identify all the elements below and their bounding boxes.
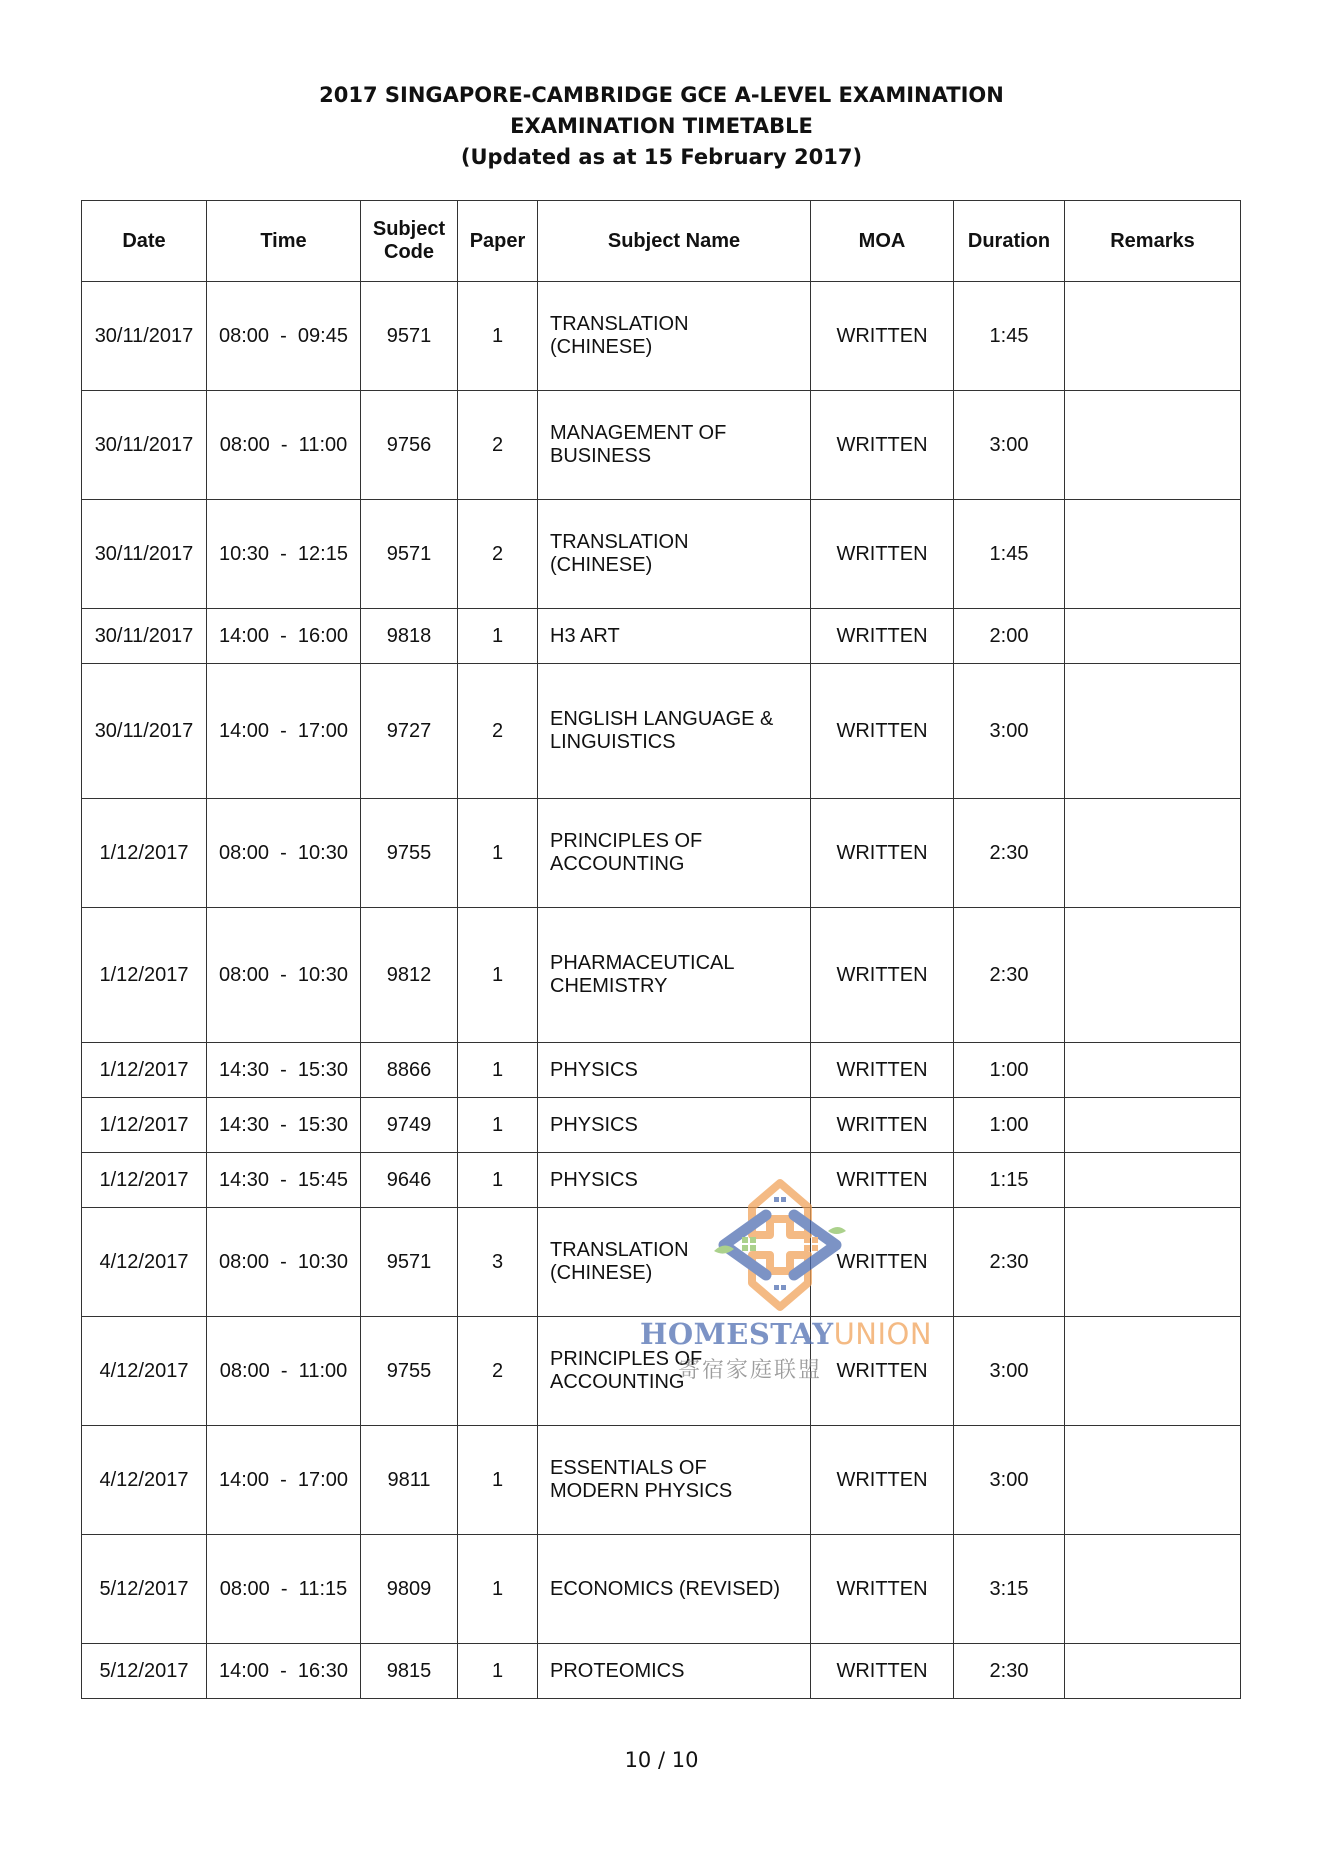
table-row bbox=[82, 664, 1241, 799]
cell-time: 08:00 - 10:30 bbox=[207, 1208, 361, 1317]
cell-subject-code: 9818 bbox=[361, 609, 458, 664]
subject-name-text: PROTEOMICS bbox=[550, 1659, 685, 1682]
cell-duration: 1:00 bbox=[954, 1098, 1065, 1153]
page-number: 10 / 10 bbox=[624, 1748, 699, 1772]
cell-time: 14:00 - 16:00 bbox=[207, 609, 361, 664]
cell-moa: WRITTEN bbox=[811, 1208, 954, 1317]
subject-name-text: TRANSLATION (CHINESE) bbox=[550, 313, 689, 358]
watermark-brand-part2: UNION bbox=[833, 1317, 933, 1351]
cell-duration: 3:00 bbox=[954, 1426, 1065, 1535]
cell-date: 1/12/2017 bbox=[82, 908, 207, 1043]
cell-moa: WRITTEN bbox=[811, 500, 954, 609]
cell-moa: WRITTEN bbox=[811, 1043, 954, 1098]
subject-name-text: PRINCIPLES OF ACCOUNTING bbox=[550, 830, 703, 875]
header-remarks: Remarks bbox=[1065, 201, 1241, 282]
cell-subject-code: 9812 bbox=[361, 908, 458, 1043]
cell-subject-name bbox=[538, 908, 811, 1043]
cell-subject-name bbox=[538, 1153, 811, 1208]
subject-name-text: ECONOMICS (REVISED) bbox=[550, 1577, 781, 1600]
cell-subject-name bbox=[538, 609, 811, 664]
table-header-row bbox=[82, 201, 1241, 282]
cell-paper: 1 bbox=[458, 1644, 538, 1699]
table-row bbox=[82, 799, 1241, 908]
cell-remarks bbox=[1065, 1098, 1241, 1153]
cell-remarks bbox=[1065, 609, 1241, 664]
cell-time: 08:00 - 09:45 bbox=[207, 282, 361, 391]
table-row bbox=[82, 908, 1241, 1043]
cell-subject-code: 8866 bbox=[361, 1043, 458, 1098]
cell-paper: 1 bbox=[458, 799, 538, 908]
table-row bbox=[82, 1153, 1241, 1208]
cell-paper: 1 bbox=[458, 1043, 538, 1098]
table-row bbox=[82, 500, 1241, 609]
header-subject-code bbox=[361, 201, 458, 282]
cell-duration: 2:30 bbox=[954, 1644, 1065, 1699]
cell-time: 14:30 - 15:30 bbox=[207, 1043, 361, 1098]
cell-paper: 2 bbox=[458, 500, 538, 609]
cell-remarks bbox=[1065, 664, 1241, 799]
cell-remarks bbox=[1065, 1317, 1241, 1426]
subject-name-text: PHARMACEUTICAL CHEMISTRY bbox=[550, 952, 734, 997]
cell-subject-name bbox=[538, 664, 811, 799]
subject-name-text: MANAGEMENT OF BUSINESS bbox=[550, 422, 727, 467]
subject-name-text: ESSENTIALS OF MODERN PHYSICS bbox=[550, 1457, 733, 1502]
table-row bbox=[82, 282, 1241, 391]
cell-subject-name bbox=[538, 391, 811, 500]
cell-date: 4/12/2017 bbox=[82, 1208, 207, 1317]
cell-date: 4/12/2017 bbox=[82, 1426, 207, 1535]
table-row bbox=[82, 1317, 1241, 1426]
watermark-subtitle: 寄宿家庭联盟 bbox=[678, 1358, 823, 1383]
cell-subject-code: 9809 bbox=[361, 1535, 458, 1644]
cell-subject-code: 9571 bbox=[361, 1208, 458, 1317]
table-row bbox=[82, 1043, 1241, 1098]
cell-date: 5/12/2017 bbox=[82, 1644, 207, 1699]
cell-time: 08:00 - 11:00 bbox=[207, 391, 361, 500]
cell-moa: WRITTEN bbox=[811, 1098, 954, 1153]
cell-time: 14:30 - 15:45 bbox=[207, 1153, 361, 1208]
cell-subject-code: 9756 bbox=[361, 391, 458, 500]
cell-subject-name bbox=[538, 282, 811, 391]
cell-duration: 1:00 bbox=[954, 1043, 1065, 1098]
cell-paper: 1 bbox=[458, 1426, 538, 1535]
cell-time: 08:00 - 10:30 bbox=[207, 908, 361, 1043]
cell-subject-name bbox=[538, 1426, 811, 1535]
table-row bbox=[82, 1535, 1241, 1644]
cell-remarks bbox=[1065, 1426, 1241, 1535]
cell-paper: 1 bbox=[458, 908, 538, 1043]
cell-time: 14:30 - 15:30 bbox=[207, 1098, 361, 1153]
cell-moa: WRITTEN bbox=[811, 1426, 954, 1535]
cell-paper: 2 bbox=[458, 391, 538, 500]
cell-paper: 1 bbox=[458, 1153, 538, 1208]
cell-moa: WRITTEN bbox=[811, 282, 954, 391]
cell-paper: 1 bbox=[458, 1098, 538, 1153]
cell-subject-code: 9571 bbox=[361, 500, 458, 609]
cell-subject-code: 9646 bbox=[361, 1153, 458, 1208]
subject-name-text: PRINCIPLES OF ACCOUNTING bbox=[550, 1348, 703, 1393]
subject-name-text: PHYSICS bbox=[550, 1168, 638, 1191]
cell-subject-code: 9727 bbox=[361, 664, 458, 799]
table-row bbox=[82, 609, 1241, 664]
subject-name-text: H3 ART bbox=[550, 624, 620, 647]
cell-remarks bbox=[1065, 500, 1241, 609]
cell-date: 5/12/2017 bbox=[82, 1535, 207, 1644]
cell-time: 08:00 - 10:30 bbox=[207, 799, 361, 908]
cell-date: 30/11/2017 bbox=[82, 391, 207, 500]
cell-time: 14:00 - 17:00 bbox=[207, 1426, 361, 1535]
cell-subject-name bbox=[538, 1208, 811, 1317]
watermark-brand-part1: HOMESTAY bbox=[640, 1317, 834, 1351]
cell-paper: 1 bbox=[458, 282, 538, 391]
cell-duration: 2:00 bbox=[954, 609, 1065, 664]
cell-subject-name bbox=[538, 1098, 811, 1153]
cell-subject-name bbox=[538, 1535, 811, 1644]
cell-time: 10:30 - 12:15 bbox=[207, 500, 361, 609]
cell-duration: 2:30 bbox=[954, 908, 1065, 1043]
subject-name-text: ENGLISH LANGUAGE & LINGUISTICS bbox=[550, 708, 774, 753]
cell-duration: 3:00 bbox=[954, 1317, 1065, 1426]
table-row bbox=[82, 1208, 1241, 1317]
cell-moa: WRITTEN bbox=[811, 1153, 954, 1208]
document-title bbox=[0, 80, 1323, 173]
cell-paper: 1 bbox=[458, 609, 538, 664]
table-row bbox=[82, 1098, 1241, 1153]
cell-remarks bbox=[1065, 1644, 1241, 1699]
cell-date: 30/11/2017 bbox=[82, 664, 207, 799]
cell-moa: WRITTEN bbox=[811, 1317, 954, 1426]
cell-date: 1/12/2017 bbox=[82, 799, 207, 908]
cell-remarks bbox=[1065, 799, 1241, 908]
cell-duration: 3:15 bbox=[954, 1535, 1065, 1644]
cell-duration: 3:00 bbox=[954, 391, 1065, 500]
subject-name-text: TRANSLATION (CHINESE) bbox=[550, 1239, 689, 1284]
cell-subject-name bbox=[538, 1043, 811, 1098]
cell-time: 14:00 - 17:00 bbox=[207, 664, 361, 799]
cell-paper: 1 bbox=[458, 1535, 538, 1644]
header-time: Time bbox=[207, 201, 361, 282]
title-line-2: EXAMINATION TIMETABLE bbox=[510, 114, 813, 138]
header-paper: Paper bbox=[458, 201, 538, 282]
cell-paper: 3 bbox=[458, 1208, 538, 1317]
title-line-3: (Updated as at 15 February 2017) bbox=[460, 145, 863, 169]
cell-date: 1/12/2017 bbox=[82, 1098, 207, 1153]
cell-moa: WRITTEN bbox=[811, 391, 954, 500]
cell-subject-name bbox=[538, 799, 811, 908]
header-duration: Duration bbox=[954, 201, 1065, 282]
cell-remarks bbox=[1065, 908, 1241, 1043]
cell-subject-code: 9749 bbox=[361, 1098, 458, 1153]
cell-subject-code: 9571 bbox=[361, 282, 458, 391]
cell-moa: WRITTEN bbox=[811, 609, 954, 664]
header-subject-code-line2: Code bbox=[384, 241, 434, 263]
cell-date: 1/12/2017 bbox=[82, 1153, 207, 1208]
header-moa: MOA bbox=[811, 201, 954, 282]
title-line-1: 2017 SINGAPORE-CAMBRIDGE GCE A-LEVEL EXAMINATION bbox=[319, 83, 1004, 107]
cell-remarks bbox=[1065, 282, 1241, 391]
cell-subject-code: 9815 bbox=[361, 1644, 458, 1699]
header-date: Date bbox=[82, 201, 207, 282]
cell-date: 30/11/2017 bbox=[82, 500, 207, 609]
cell-duration: 1:15 bbox=[954, 1153, 1065, 1208]
cell-moa: WRITTEN bbox=[811, 908, 954, 1043]
cell-moa: WRITTEN bbox=[811, 1535, 954, 1644]
table-row bbox=[82, 1644, 1241, 1699]
cell-paper: 2 bbox=[458, 1317, 538, 1426]
cell-remarks bbox=[1065, 1153, 1241, 1208]
exam-timetable bbox=[81, 200, 1241, 1699]
table-body bbox=[82, 282, 1241, 1699]
subject-name-text: PHYSICS bbox=[550, 1058, 638, 1081]
cell-duration: 2:30 bbox=[954, 799, 1065, 908]
cell-moa: WRITTEN bbox=[811, 1644, 954, 1699]
cell-paper: 2 bbox=[458, 664, 538, 799]
cell-remarks bbox=[1065, 391, 1241, 500]
cell-subject-code: 9755 bbox=[361, 799, 458, 908]
cell-duration: 3:00 bbox=[954, 664, 1065, 799]
subject-name-text: PHYSICS bbox=[550, 1113, 638, 1136]
cell-remarks bbox=[1065, 1208, 1241, 1317]
cell-date: 30/11/2017 bbox=[82, 282, 207, 391]
cell-date: 30/11/2017 bbox=[82, 609, 207, 664]
cell-remarks bbox=[1065, 1043, 1241, 1098]
cell-date: 4/12/2017 bbox=[82, 1317, 207, 1426]
cell-moa: WRITTEN bbox=[811, 799, 954, 908]
cell-moa: WRITTEN bbox=[811, 664, 954, 799]
subject-name-text: TRANSLATION (CHINESE) bbox=[550, 531, 689, 576]
header-subject-name: Subject Name bbox=[538, 201, 811, 282]
table-row bbox=[82, 391, 1241, 500]
cell-time: 08:00 - 11:00 bbox=[207, 1317, 361, 1426]
cell-subject-name bbox=[538, 1644, 811, 1699]
cell-date: 1/12/2017 bbox=[82, 1043, 207, 1098]
cell-time: 08:00 - 11:15 bbox=[207, 1535, 361, 1644]
cell-subject-name bbox=[538, 1317, 811, 1426]
cell-duration: 2:30 bbox=[954, 1208, 1065, 1317]
cell-duration: 1:45 bbox=[954, 500, 1065, 609]
cell-subject-code: 9811 bbox=[361, 1426, 458, 1535]
cell-subject-code: 9755 bbox=[361, 1317, 458, 1426]
header-subject-code-line1: Subject bbox=[372, 218, 446, 240]
cell-time: 14:00 - 16:30 bbox=[207, 1644, 361, 1699]
cell-subject-name bbox=[538, 500, 811, 609]
cell-duration: 1:45 bbox=[954, 282, 1065, 391]
cell-remarks bbox=[1065, 1535, 1241, 1644]
table-row bbox=[82, 1426, 1241, 1535]
